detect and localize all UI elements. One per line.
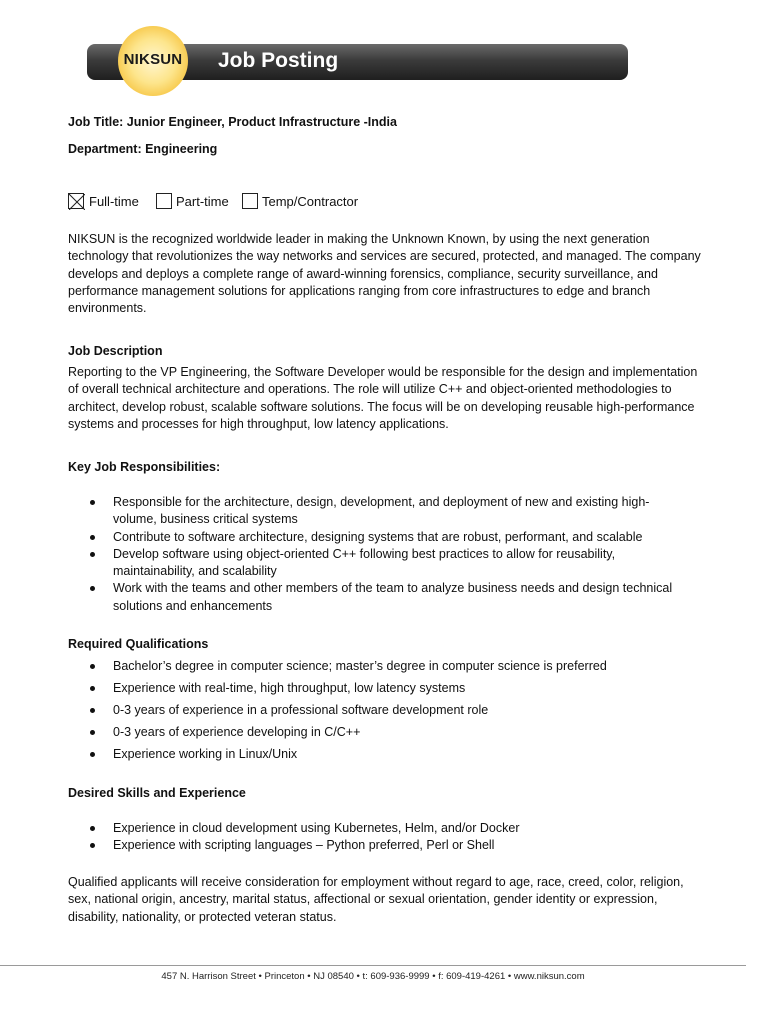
qualifications-heading: Required Qualifications: [68, 637, 209, 651]
footer-contact: 457 N. Harrison Street • Princeton • NJ 08540 • t: 609-936-9999 • f: 609-419-4261 • www.niksun.com: [161, 971, 585, 982]
temp-contractor-label: Temp/Contractor: [262, 194, 359, 209]
responsibilities-heading: Key Job Responsibilities:: [68, 460, 221, 474]
list-item: Develop software using object-oriented C++ following best practices to allow for reusability, maintainability, and scalability: [90, 546, 688, 581]
desired-skills-heading: Desired Skills and Experience: [68, 786, 246, 800]
eeo-statement: Qualified applicants will receive consideration for employment without regard to age, race, creed, color, religion, sex, national origin, ancestry, marital status, affectional or sexual orientation, gender identity or expression, disability, nationality, or protected veteran status.: [68, 875, 684, 924]
checkbox-checked-icon: [69, 194, 85, 210]
list-item: 0-3 years of experience developing in C/C++: [90, 724, 688, 741]
footer-divider: [0, 965, 746, 966]
full-time-checkbox[interactable]: [68, 193, 84, 209]
temp-contractor-checkbox[interactable]: [242, 193, 258, 209]
list-item: Contribute to software architecture, designing systems that are robust, performant, and scalable: [90, 529, 688, 546]
list-item: Experience working in Linux/Unix: [90, 746, 688, 763]
list-item: Work with the teams and other members of the team to analyze business needs and design technical solutions and enhancements: [90, 580, 688, 615]
list-item: Experience in cloud development using Kubernetes, Helm, and/or Docker: [90, 820, 688, 837]
desired-skills-list: [90, 820, 688, 855]
full-time-label: Full-time: [89, 194, 139, 209]
job-title: Job Title: Junior Engineer, Product Infrastructure -India: [68, 115, 397, 129]
list-item: 0-3 years of experience in a professional software development role: [90, 702, 688, 719]
job-description-heading: Job Description: [68, 344, 163, 358]
logo-text: NIKSUN: [123, 51, 183, 68]
part-time-label: Part-time: [176, 194, 229, 209]
part-time-checkbox[interactable]: [156, 193, 172, 209]
list-item: Bachelor’s degree in computer science; master’s degree in computer science is preferred: [90, 658, 688, 675]
page-title: Job Posting: [218, 49, 339, 72]
list-item: Experience with scripting languages – Python preferred, Perl or Shell: [90, 837, 688, 854]
list-item: Experience with real-time, high throughput, low latency systems: [90, 680, 688, 697]
job-description-body: Reporting to the VP Engineering, the Software Developer would be responsible for the design and implementation of overall technical architecture and operations. The role will utilize C++ and object-oriented methodologies to architect, develop robust, scalable software solutions. The focus will be on developing reusable high-performance systems and processes for high throughput, low latency applications.: [68, 365, 698, 431]
department: Department: Engineering: [68, 142, 218, 156]
list-item: Responsible for the architecture, design, development, and deployment of new and existing high-volume, business critical systems: [90, 494, 688, 529]
responsibilities-list: [90, 494, 688, 615]
company-intro: NIKSUN is the recognized worldwide leader in making the Unknown Known, by using the next generation technology that revolutionizes the way networks and services are secured, protected, and managed. The company develops and deploys a complete range of award-winning forensics, compliance, security surveillance, and performance management solutions for applications ranging from core infrastructures to edge and branch environments.: [68, 232, 701, 316]
qualifications-list: [90, 658, 688, 768]
